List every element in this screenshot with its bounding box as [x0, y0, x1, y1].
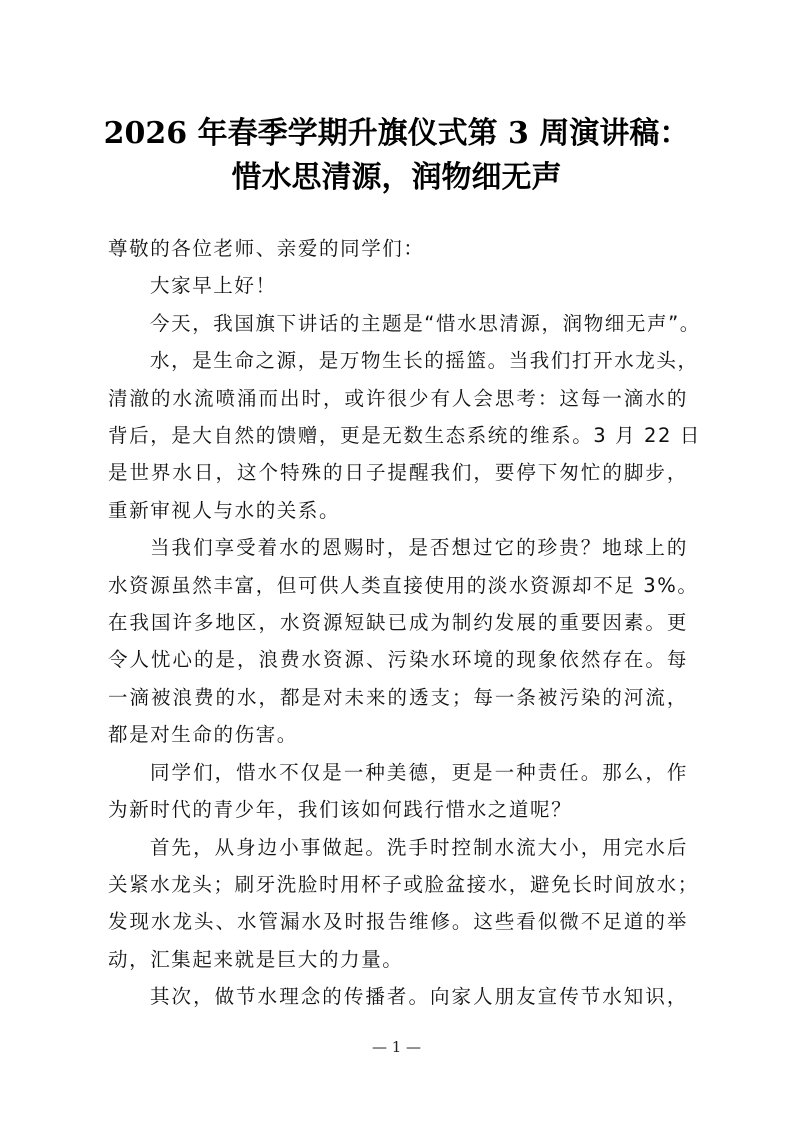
paragraph-line: 大家早上好！	[150, 274, 277, 298]
paragraph	[108, 305, 701, 342]
paragraph-line: 今天，我国旗下讲话的主题是“惜水思清源，润物细无声”。	[150, 311, 701, 335]
paragraph-line: 在我国许多地区，水资源短缺已成为制约发展的重要因素。更	[108, 611, 688, 635]
paragraph-line: 动，汇集起来就是巨大的力量。	[108, 947, 404, 971]
paragraph	[108, 230, 688, 267]
paragraph	[108, 529, 699, 753]
paragraph-line: 同学们，惜水不仅是一种美德，更是一种责任。那么，作	[150, 760, 688, 784]
paragraph	[108, 267, 688, 304]
paragraph-line: 关紧水龙头；刷牙洗脸时用杯子或脸盆接水，避免长时间放水；	[108, 872, 699, 896]
title-line-2: 惜水思清源，润物细无声	[231, 160, 562, 195]
paragraph-line: 清澈的水流喷涌而出时，或许很少有人会思考：这每一滴水的	[108, 386, 688, 410]
paragraph-line: 当我们享受着水的恩赐时，是否想过它的珍贵？地球上的	[150, 536, 688, 560]
paragraph	[108, 754, 688, 829]
paragraph-line: 一滴被浪费的水，都是对未来的透支；每一条被污染的河流，	[108, 685, 688, 709]
title-line-1: 2026 年春季学期升旗仪式第 3 周演讲稿：	[103, 116, 690, 151]
paragraph-line: 都是对生命的伤害。	[108, 723, 298, 747]
document-title	[60, 112, 733, 200]
paragraph-line: 重新审视人与水的关系。	[108, 498, 341, 522]
paragraph-line: 为新时代的青少年，我们该如何践行惜水之道呢？	[108, 798, 573, 822]
paragraph-line: 其次，做节水理念的传播者。向家人朋友宣传节水知识，	[150, 985, 688, 1009]
paragraph-line: 水，是生命之源，是万物生长的摇篮。当我们打开水龙头，	[150, 349, 699, 373]
paragraph	[108, 342, 701, 529]
page-number: — 1 —	[371, 1038, 422, 1056]
paragraph-line: 水资源虽然丰富，但可供人类直接使用的淡水资源却不足 3%。	[108, 573, 699, 597]
paragraph	[108, 978, 688, 1015]
paragraph-line: 首先，从身边小事做起。洗手时控制水流大小，用完水后	[150, 835, 688, 859]
paragraph-line: 发现水龙头、水管漏水及时报告维修。这些看似微不足道的举	[108, 910, 688, 934]
paragraph	[108, 829, 699, 979]
paragraph-line: 尊敬的各位老师、亲爱的同学们：	[108, 237, 425, 260]
paragraph-line: 是世界水日，这个特殊的日子提醒我们，要停下匆忙的脚步，	[108, 461, 688, 485]
document-body	[108, 230, 701, 1016]
paragraph-line: 背后，是大自然的馈赠，更是无数生态系统的维系。3 月 22 日	[108, 424, 701, 448]
paragraph-line: 令人忧心的是，浪费水资源、污染水环境的现象依然存在。每	[108, 648, 688, 672]
